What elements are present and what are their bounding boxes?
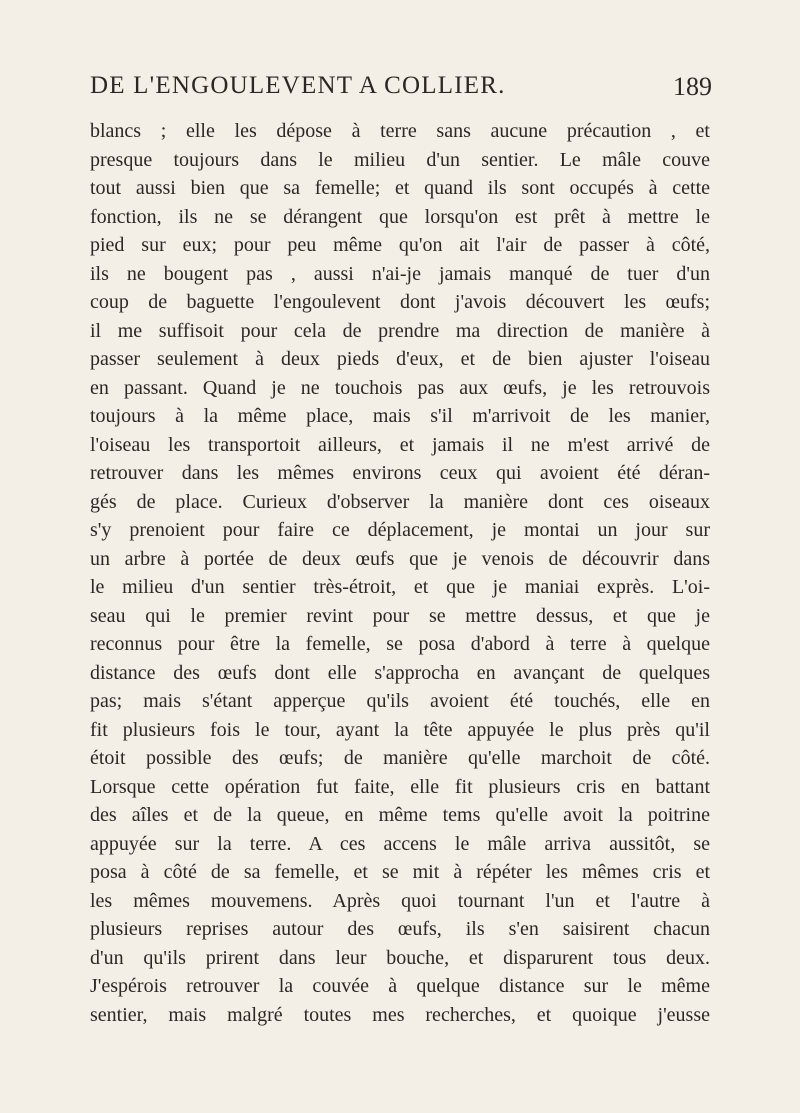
- text-line: pied sur eux; pour peu même qu'on ait l'air de passer à côté,: [90, 234, 710, 256]
- text-line: d'un qu'ils prirent dans leur bouche, et disparurent tous deux.: [90, 946, 710, 969]
- text-line: seau qui le premier revint pour se mettre dessus, et que je: [90, 604, 710, 627]
- text-line: sentier, mais malgré toutes mes recherches, et quoique j'eusse: [90, 1003, 710, 1026]
- text-line: coup de baguette l'engoulevent dont j'avois découvert les œufs;: [90, 291, 710, 313]
- text-line: plusieurs reprises autour des œufs, ils s'en saisirent chacun: [90, 918, 710, 940]
- text-line: étoit possible des œufs; de manière qu'elle marchoit de côté.: [90, 747, 710, 769]
- text-line: le milieu d'un sentier très-étroit, et que je maniai exprès. L'oi-: [90, 576, 710, 598]
- running-title: DE L'ENGOULEVENT A COLLIER.: [90, 72, 506, 99]
- text-line: J'espérois retrouver la couvée à quelque distance sur le même: [90, 975, 710, 997]
- text-line: retrouver dans les mêmes environs ceux qui avoient été déran-: [90, 462, 710, 484]
- text-line: un arbre à portée de deux œufs que je venois de découvrir dans: [90, 547, 710, 570]
- text-line: des aîles et de la queue, en même tems qu'elle avoit la poitrine: [90, 804, 710, 826]
- text-line: presque toujours dans le milieu d'un sentier. Le mâle couve: [90, 148, 710, 171]
- body-text: [90, 117, 710, 1029]
- text-line: l'oiseau les transportoit ailleurs, et jamais il ne m'est arrivé de: [90, 433, 710, 456]
- text-line: toujours à la même place, mais s'il m'arrivoit de les manier,: [90, 405, 710, 427]
- text-line: en passant. Quand je ne touchois pas aux œufs, je les retrouvois: [90, 376, 710, 399]
- text-line: distance des œufs dont elle s'approcha en avançant de quelques: [90, 661, 710, 684]
- page-number: 189: [673, 72, 712, 101]
- text-line: les mêmes mouvemens. Après quoi tournant l'un et l'autre à: [90, 889, 710, 912]
- text-line: Lorsque cette opération fut faite, elle fit plusieurs cris en battant: [90, 775, 710, 798]
- text-line: blancs ; elle les dépose à terre sans aucune précaution , et: [90, 120, 710, 142]
- text-line: tout aussi bien que sa femelle; et quand ils sont occupés à cette: [90, 177, 710, 199]
- text-line: posa à côté de sa femelle, et se mit à répéter les mêmes cris et: [90, 861, 710, 883]
- text-line: pas; mais s'étant apperçue qu'ils avoient été touchés, elle en: [90, 690, 710, 712]
- text-line: ils ne bougent pas , aussi n'ai-je jamais manqué de tuer d'un: [90, 262, 710, 285]
- text-line: fit plusieurs fois le tour, ayant la tête appuyée le plus près qu'il: [90, 718, 710, 741]
- text-line: reconnus pour être la femelle, se posa d'abord à terre à quelque: [90, 633, 710, 655]
- text-line: s'y prenoient pour faire ce déplacement, je montai un jour sur: [90, 519, 710, 541]
- text-line: appuyée sur la terre. A ces accens le mâle arriva aussitôt, se: [90, 832, 710, 855]
- text-line: il me suffisoit pour cela de prendre ma direction de manière à: [90, 319, 710, 342]
- text-line: gés de place. Curieux d'observer la manière dont ces oiseaux: [90, 490, 710, 513]
- text-line: fonction, ils ne se dérangent que lorsqu'on est prêt à mettre le: [90, 205, 710, 228]
- text-line: passer seulement à deux pieds d'eux, et de bien ajuster l'oiseau: [90, 348, 710, 370]
